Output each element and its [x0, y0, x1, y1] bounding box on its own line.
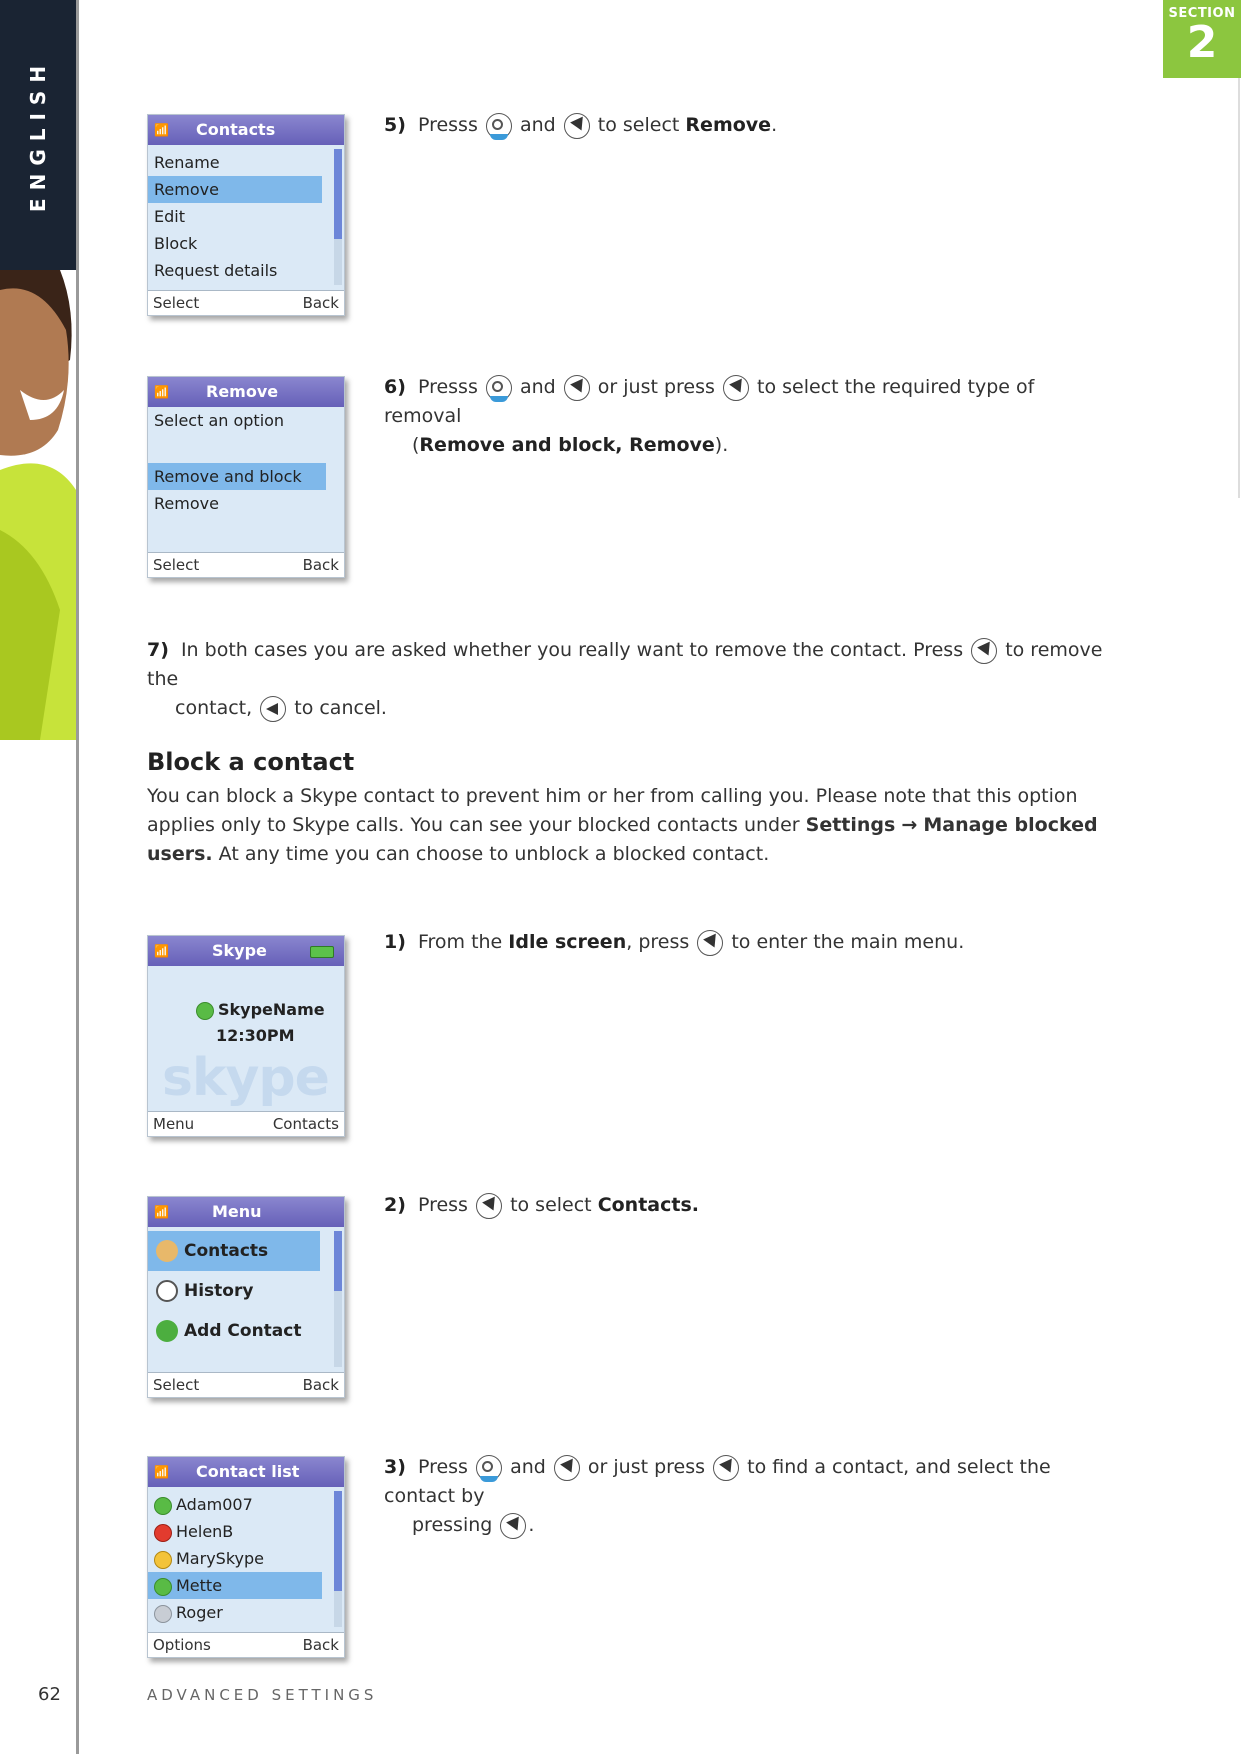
section-heading: Block a contact	[147, 748, 355, 776]
offline-status-icon	[154, 1605, 172, 1623]
option-list	[148, 149, 338, 284]
softkey-right[interactable]: Back	[302, 1636, 339, 1654]
block-description	[147, 782, 1137, 869]
ok-key-icon	[554, 1455, 580, 1481]
phone-screen-contacts-options	[147, 114, 345, 316]
screen-title: Skype	[212, 941, 267, 960]
contacts-icon	[156, 1240, 178, 1262]
step-text: to select	[510, 1194, 592, 1216]
scrollbar-thumb[interactable]	[334, 1491, 342, 1591]
antenna-icon: 📶	[154, 123, 169, 137]
skype-watermark: skype	[162, 1048, 329, 1108]
step-text: to find a contact, and select the contact by	[384, 1456, 1051, 1507]
screen-title: Menu	[212, 1202, 262, 1221]
step-text: Press	[417, 1456, 468, 1478]
step-text: Presss	[417, 376, 478, 398]
step-number: 5)	[384, 114, 406, 136]
step-text: to remove the	[147, 639, 1103, 690]
online-status-icon	[196, 1002, 214, 1020]
softkey-bar	[148, 290, 344, 315]
scrollbar[interactable]	[334, 1231, 342, 1367]
step-text: .	[528, 1514, 535, 1536]
menu-list	[148, 1231, 338, 1351]
contact-row[interactable]	[148, 1545, 322, 1572]
step-text: and	[519, 114, 556, 136]
list-item-selected[interactable]: Remove	[148, 176, 322, 203]
phone-screen-main-menu	[147, 1196, 345, 1398]
step-text: pressing	[412, 1514, 493, 1536]
language-label: ENGLISH	[26, 57, 50, 213]
paragraph-bold-text: Manage blocked users.	[147, 814, 1098, 865]
step-text: to select the required type of removal	[384, 376, 1035, 427]
screen-title-bar	[148, 1197, 344, 1227]
contact-list	[148, 1491, 338, 1626]
antenna-icon: 📶	[154, 944, 169, 958]
step-text: or just press	[587, 1456, 706, 1478]
ok-key-icon	[500, 1513, 526, 1539]
paragraph-text: You can block a Skype contact to prevent him or her from calling you. Please note that this option applies only to Skype calls. You can see your blocked contacts under	[147, 785, 1078, 836]
softkey-bar	[148, 1111, 344, 1136]
contact-name: Mette	[176, 1576, 223, 1595]
list-item[interactable]: Request details	[154, 261, 278, 280]
step-text: From the	[417, 931, 503, 953]
add-contact-icon	[156, 1320, 178, 1342]
paragraph-bold-text: Settings	[805, 814, 896, 836]
step-text: or just press	[597, 376, 715, 398]
screen-prompt: Select an option	[154, 411, 285, 430]
ok-key-icon	[564, 113, 590, 139]
ok-key-icon	[971, 638, 997, 664]
step-text: contact,	[175, 697, 253, 719]
back-key-icon	[260, 696, 286, 722]
menu-item-label: Contacts	[184, 1241, 269, 1261]
list-item[interactable]: Rename	[154, 153, 220, 172]
softkey-bar	[148, 552, 344, 577]
online-status-icon	[154, 1497, 172, 1515]
step-bold-text: Idle screen	[508, 931, 627, 953]
paragraph-text: At any time you can choose to unblock a blocked contact.	[218, 843, 770, 865]
navigation-key-icon	[486, 375, 512, 401]
softkey-left[interactable]: Select	[153, 556, 200, 574]
clock-icon	[156, 1280, 178, 1302]
step-bold-text: Remove	[685, 114, 772, 136]
list-item[interactable]: Edit	[154, 207, 185, 226]
step-text: Presss	[417, 114, 478, 136]
contact-name: Adam007	[176, 1495, 253, 1514]
step-text: , press	[626, 931, 690, 953]
block-step-2	[384, 1191, 699, 1220]
screen-title-bar	[148, 377, 344, 407]
step-number: 7)	[147, 639, 169, 661]
step-text: and	[510, 1456, 546, 1478]
idle-user-name	[196, 1000, 325, 1020]
section-label: SECTION	[1168, 6, 1236, 21]
screen-title-bar	[148, 936, 344, 966]
ok-key-icon	[476, 1193, 502, 1219]
idle-clock: 12:30PM	[216, 1026, 295, 1045]
menu-item-add-contact[interactable]	[148, 1311, 320, 1351]
list-item-selected[interactable]: Remove and block	[148, 463, 326, 490]
navigation-key-icon	[486, 113, 512, 139]
softkey-right[interactable]: Contacts	[272, 1115, 339, 1133]
section-number: 2	[1186, 17, 1218, 68]
menu-item-label: History	[184, 1281, 254, 1301]
navigation-key-icon	[476, 1455, 502, 1481]
step-5	[384, 111, 777, 140]
phone-screen-contact-list	[147, 1456, 345, 1658]
step-number: 1)	[384, 931, 406, 953]
woman-photo	[0, 270, 76, 740]
battery-icon	[310, 946, 334, 958]
contact-row[interactable]	[148, 1491, 322, 1518]
menu-item-contacts[interactable]	[148, 1231, 320, 1271]
menu-item-history[interactable]	[148, 1271, 320, 1311]
contact-name: HelenB	[176, 1522, 234, 1541]
page-number: 62	[38, 1684, 61, 1705]
section-badge	[1163, 0, 1241, 78]
softkey-bar	[148, 1372, 344, 1397]
footer-label: ADVANCED SETTINGS	[147, 1686, 378, 1704]
contact-name: MarySkype	[176, 1549, 264, 1568]
softkey-left[interactable]: Menu	[153, 1115, 195, 1133]
scrollbar[interactable]	[334, 149, 342, 285]
softkey-right[interactable]: Back	[302, 294, 339, 312]
step-bold-text: Remove and block, Remove	[419, 434, 715, 456]
step-continuation	[384, 1511, 1124, 1540]
screen-title-bar	[148, 115, 344, 145]
ok-key-icon	[564, 375, 590, 401]
step-text: In both cases you are asked whether you really want to remove the contact. Press	[180, 639, 964, 661]
softkey-left[interactable]: Select	[153, 1376, 200, 1394]
step-number: 3)	[384, 1456, 406, 1478]
scrollbar-thumb[interactable]	[334, 149, 342, 239]
antenna-icon: 📶	[154, 385, 169, 399]
right-edge-line	[1238, 78, 1240, 498]
step-continuation	[384, 431, 1104, 460]
step-text: to select	[597, 114, 680, 136]
blocked-status-icon	[154, 1524, 172, 1542]
softkey-left[interactable]: Options	[153, 1636, 211, 1654]
screen-title: Contact list	[196, 1462, 300, 1481]
contact-name: Roger	[176, 1603, 223, 1622]
softkey-left[interactable]: Select	[153, 294, 200, 312]
scrollbar[interactable]	[334, 1491, 342, 1627]
step-6	[384, 373, 1104, 460]
list-item[interactable]: Block	[154, 234, 198, 253]
away-status-icon	[154, 1551, 172, 1569]
phone-screen-remove	[147, 376, 345, 578]
step-text: Press	[417, 1194, 468, 1216]
step-text: .	[771, 114, 778, 136]
antenna-icon: 📶	[154, 1205, 169, 1219]
softkey-right[interactable]: Back	[302, 556, 339, 574]
contact-row-selected[interactable]	[148, 1572, 322, 1599]
block-step-1	[384, 928, 964, 957]
step-continuation	[147, 694, 1107, 723]
softkey-right[interactable]: Back	[302, 1376, 339, 1394]
contact-row[interactable]	[148, 1518, 322, 1545]
ok-key-icon	[723, 375, 749, 401]
softkey-bar	[148, 1632, 344, 1657]
list-item[interactable]: Remove	[154, 494, 219, 513]
block-step-3	[384, 1453, 1124, 1540]
screen-title-bar	[148, 1457, 344, 1487]
step-7	[147, 636, 1107, 723]
step-number: 6)	[384, 376, 406, 398]
step-number: 2)	[384, 1194, 406, 1216]
margin-divider	[76, 0, 79, 1754]
screen-title: Contacts	[196, 120, 276, 139]
antenna-icon: 📶	[154, 1465, 169, 1479]
screen-title: Remove	[206, 382, 279, 401]
option-list	[148, 463, 338, 517]
menu-item-label: Add Contact	[184, 1321, 302, 1341]
step-bold-text: Contacts.	[597, 1194, 699, 1216]
scrollbar-thumb[interactable]	[334, 1231, 342, 1291]
ok-key-icon	[713, 1455, 739, 1481]
step-text: and	[519, 376, 556, 398]
phone-screen-idle	[147, 935, 345, 1137]
step-text: to cancel.	[294, 697, 387, 719]
step-text: ).	[714, 434, 729, 456]
ok-key-icon	[697, 930, 723, 956]
step-text: to enter the main menu.	[731, 931, 965, 953]
contact-row[interactable]	[148, 1599, 322, 1626]
user-name-text: SkypeName	[218, 1000, 325, 1019]
arrow-icon: →	[901, 814, 918, 836]
step-text: (	[412, 434, 420, 456]
online-status-icon	[154, 1578, 172, 1596]
language-tab	[0, 0, 76, 270]
